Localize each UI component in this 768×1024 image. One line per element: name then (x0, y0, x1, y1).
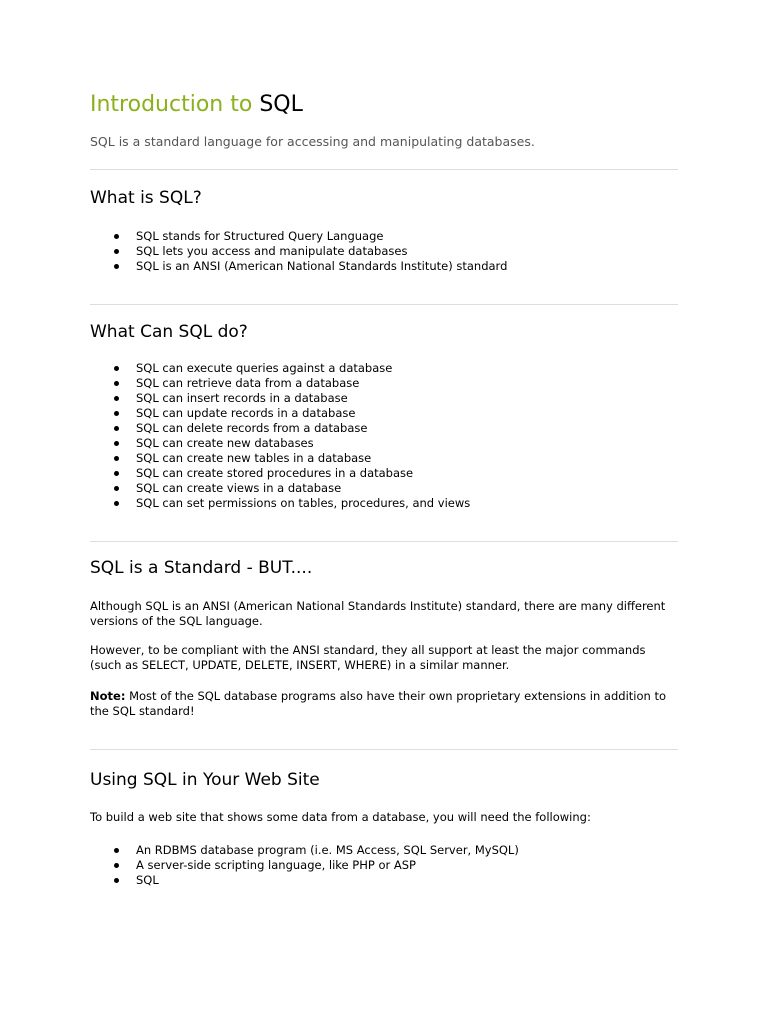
section-heading-using-sql-web-site: Using SQL in Your Web Site (90, 770, 320, 790)
what-is-sql-list (90, 229, 678, 274)
list-item: SQL can create views in a database (136, 481, 678, 496)
list-item: A server-side scripting language, like PHP or ASP (136, 858, 678, 873)
list-item: SQL can execute queries against a database (136, 361, 678, 376)
list-item: SQL stands for Structured Query Language (136, 229, 678, 244)
website-intro-paragraph: To build a web site that shows some data from a database, you will need the following: (90, 810, 591, 824)
section-heading-what-can-sql-do: What Can SQL do? (90, 322, 248, 342)
section-divider (90, 749, 678, 750)
list-item: SQL can insert records in a database (136, 391, 678, 406)
what-can-sql-do-list (90, 361, 678, 511)
page-title (90, 0, 678, 119)
list-item: SQL lets you access and manipulate databases (136, 244, 678, 259)
section-heading-sql-standard: SQL is a Standard - BUT.... (90, 558, 313, 578)
standard-paragraph-1: Although SQL is an ANSI (American National Standards Institute) standard, there are many different versions of the SQL language. (90, 599, 666, 628)
list-item: SQL can create new tables in a database (136, 451, 678, 466)
note-paragraph (90, 689, 680, 719)
list-item: SQL can retrieve data from a database (136, 376, 678, 391)
list-item: An RDBMS database program (i.e. MS Access, SQL Server, MySQL) (136, 843, 678, 858)
list-item: SQL can delete records from a database (136, 421, 678, 436)
section-divider (90, 169, 678, 170)
list-item: SQL can update records in a database (136, 406, 678, 421)
note-label: Note: (90, 689, 126, 703)
page-title-rest: SQL (259, 92, 303, 117)
list-item: SQL can set permissions on tables, procedures, and views (136, 496, 678, 511)
lead-paragraph: SQL is a standard language for accessing and manipulating databases. (90, 134, 535, 149)
page-title-accent: Introduction to (90, 92, 253, 117)
section-divider (90, 541, 678, 542)
website-requirements-list (90, 843, 678, 888)
note-text: Most of the SQL database programs also have their own proprietary extensions in addition to the SQL standard! (90, 689, 666, 718)
section-heading-what-is-sql: What is SQL? (90, 188, 202, 208)
list-item: SQL is an ANSI (American National Standards Institute) standard (136, 259, 678, 274)
list-item: SQL (136, 873, 678, 888)
list-item: SQL can create stored procedures in a database (136, 466, 678, 481)
standard-paragraph-2: However, to be compliant with the ANSI standard, they all support at least the major commands (such as SELECT, UPDATE, DELETE, INSERT, WHERE) in a similar manner. (90, 643, 646, 672)
section-divider (90, 304, 678, 305)
list-item: SQL can create new databases (136, 436, 678, 451)
